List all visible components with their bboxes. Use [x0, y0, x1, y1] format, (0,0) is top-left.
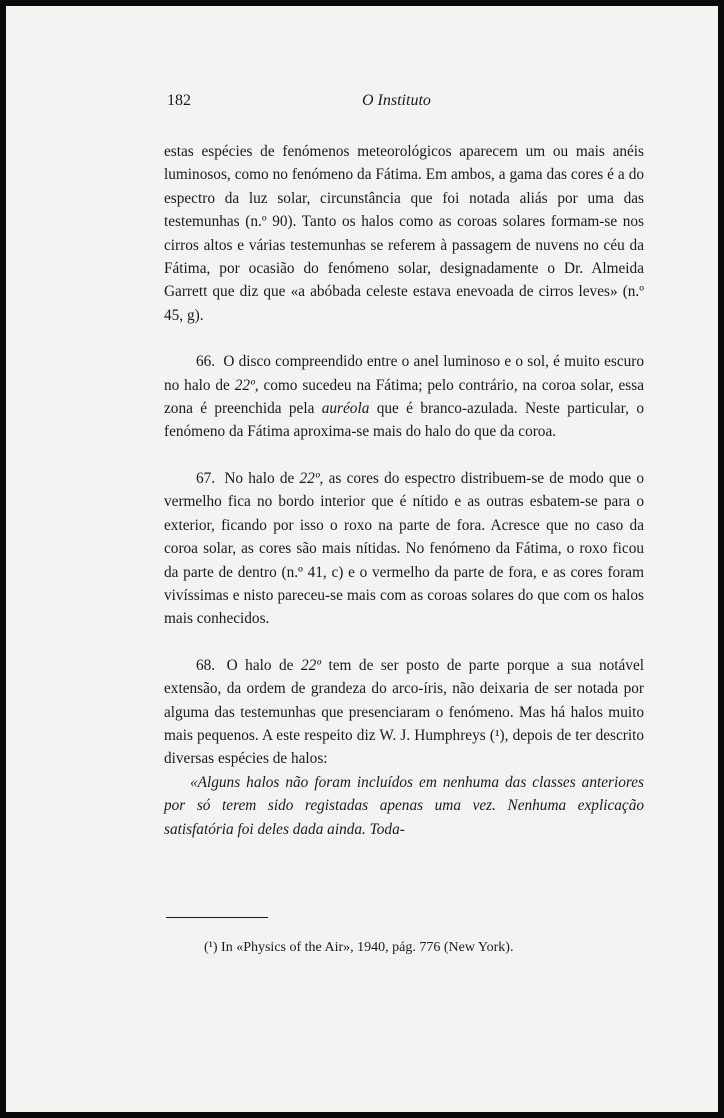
footnote-reference: (¹) [489, 726, 505, 744]
paragraph-intro [164, 140, 644, 327]
footnote-divider [166, 917, 268, 918]
paragraph-number: 66. [196, 353, 216, 371]
paragraph-text: O halo de [226, 656, 301, 674]
paragraph-text: as cores do espectro distribuem-se de modo que o vermelho fica no bordo interior que é nítido e as outras esbatem-se para o exterior, ficando por isso o roxo na parte de fora. Acresce que no caso da coroa solar, as cores são mais nítidas. No fenómeno da Fátima, o roxo ficou da parte de dentro (n.º 41, c) e o vermelho da parte de fora, e as cores foram vivíssimas e nisto pareceu-se mais com as coroas solares do que com os halos mais conhecidos. [164, 469, 644, 628]
paragraph-text: estas espécies de fenómenos meteorológicos aparecem um ou mais anéis luminosos, como no fenómeno da Fátima. Em ambos, a gama das cores é a do espectro da luz solar, circunstância que foi notada aliás por uma das testemunhas (n.º 90). Tanto os halos como as coroas solares formam-se nos cirros altos e várias testemunhas se referem à passagem de nuvens no céu da Fátima, por ocasião do fenómeno solar, designadamente o Dr. Almeida Garrett que diz que «a abóbada celeste estava enevoada de cirros leves» (n.º 45, g). [164, 143, 644, 324]
footnote-text: In «Physics of the Air», 1940, pág. 776 (New York). [221, 940, 514, 955]
italic-text: auréola [321, 400, 370, 418]
italic-text: 22º, [234, 376, 259, 394]
paragraph-number: 67. [196, 469, 216, 487]
paragraph-text: No halo de [224, 469, 300, 487]
paragraph-68 [164, 654, 644, 771]
block-quote: «Alguns halos não foram incluídos em nenhuma das classes anteriores por só terem sido registadas apenas uma vez. Nenhuma explicação satisfatória foi deles dada ainda. Toda- [164, 773, 644, 838]
paragraph-text: O disco compreendido entre o anel luminoso e o sol, é muito escuro no halo de [164, 353, 644, 394]
body-text [164, 140, 644, 841]
paragraph-number: 68. [196, 656, 216, 674]
paragraph-text: tem de ser posto de parte porque a sua notável extensão, da ordem de grandeza do arco-íris, não deixaria de ser notada por alguma das testemunhas que presenciaram o fenómeno. Mas há halos muito mais pequenos. A este respeito diz W. J. Humphreys [164, 656, 644, 744]
page-number: 182 [167, 92, 191, 109]
paragraph-66 [164, 350, 644, 444]
italic-text: 22º, [299, 469, 324, 487]
italic-text: 22º [300, 656, 321, 674]
paragraph-text: como sucedeu na Fátima; pelo contrário, na coroa solar, essa zona é preenchida pela [164, 376, 644, 418]
book-page [6, 6, 718, 1112]
footnote [204, 938, 644, 958]
page-header [6, 92, 718, 114]
paragraph-text: , depois de ter descrito diversas espécies de halos: [164, 726, 644, 768]
paragraph-text: que é branco-azulada. Neste particular, o fenómeno da Fátima aproxima-se mais do halo do que da coroa. [164, 400, 644, 441]
paragraph-67 [164, 467, 644, 631]
footnote-marker: (¹) [204, 940, 218, 955]
running-title: O Instituto [362, 92, 431, 109]
